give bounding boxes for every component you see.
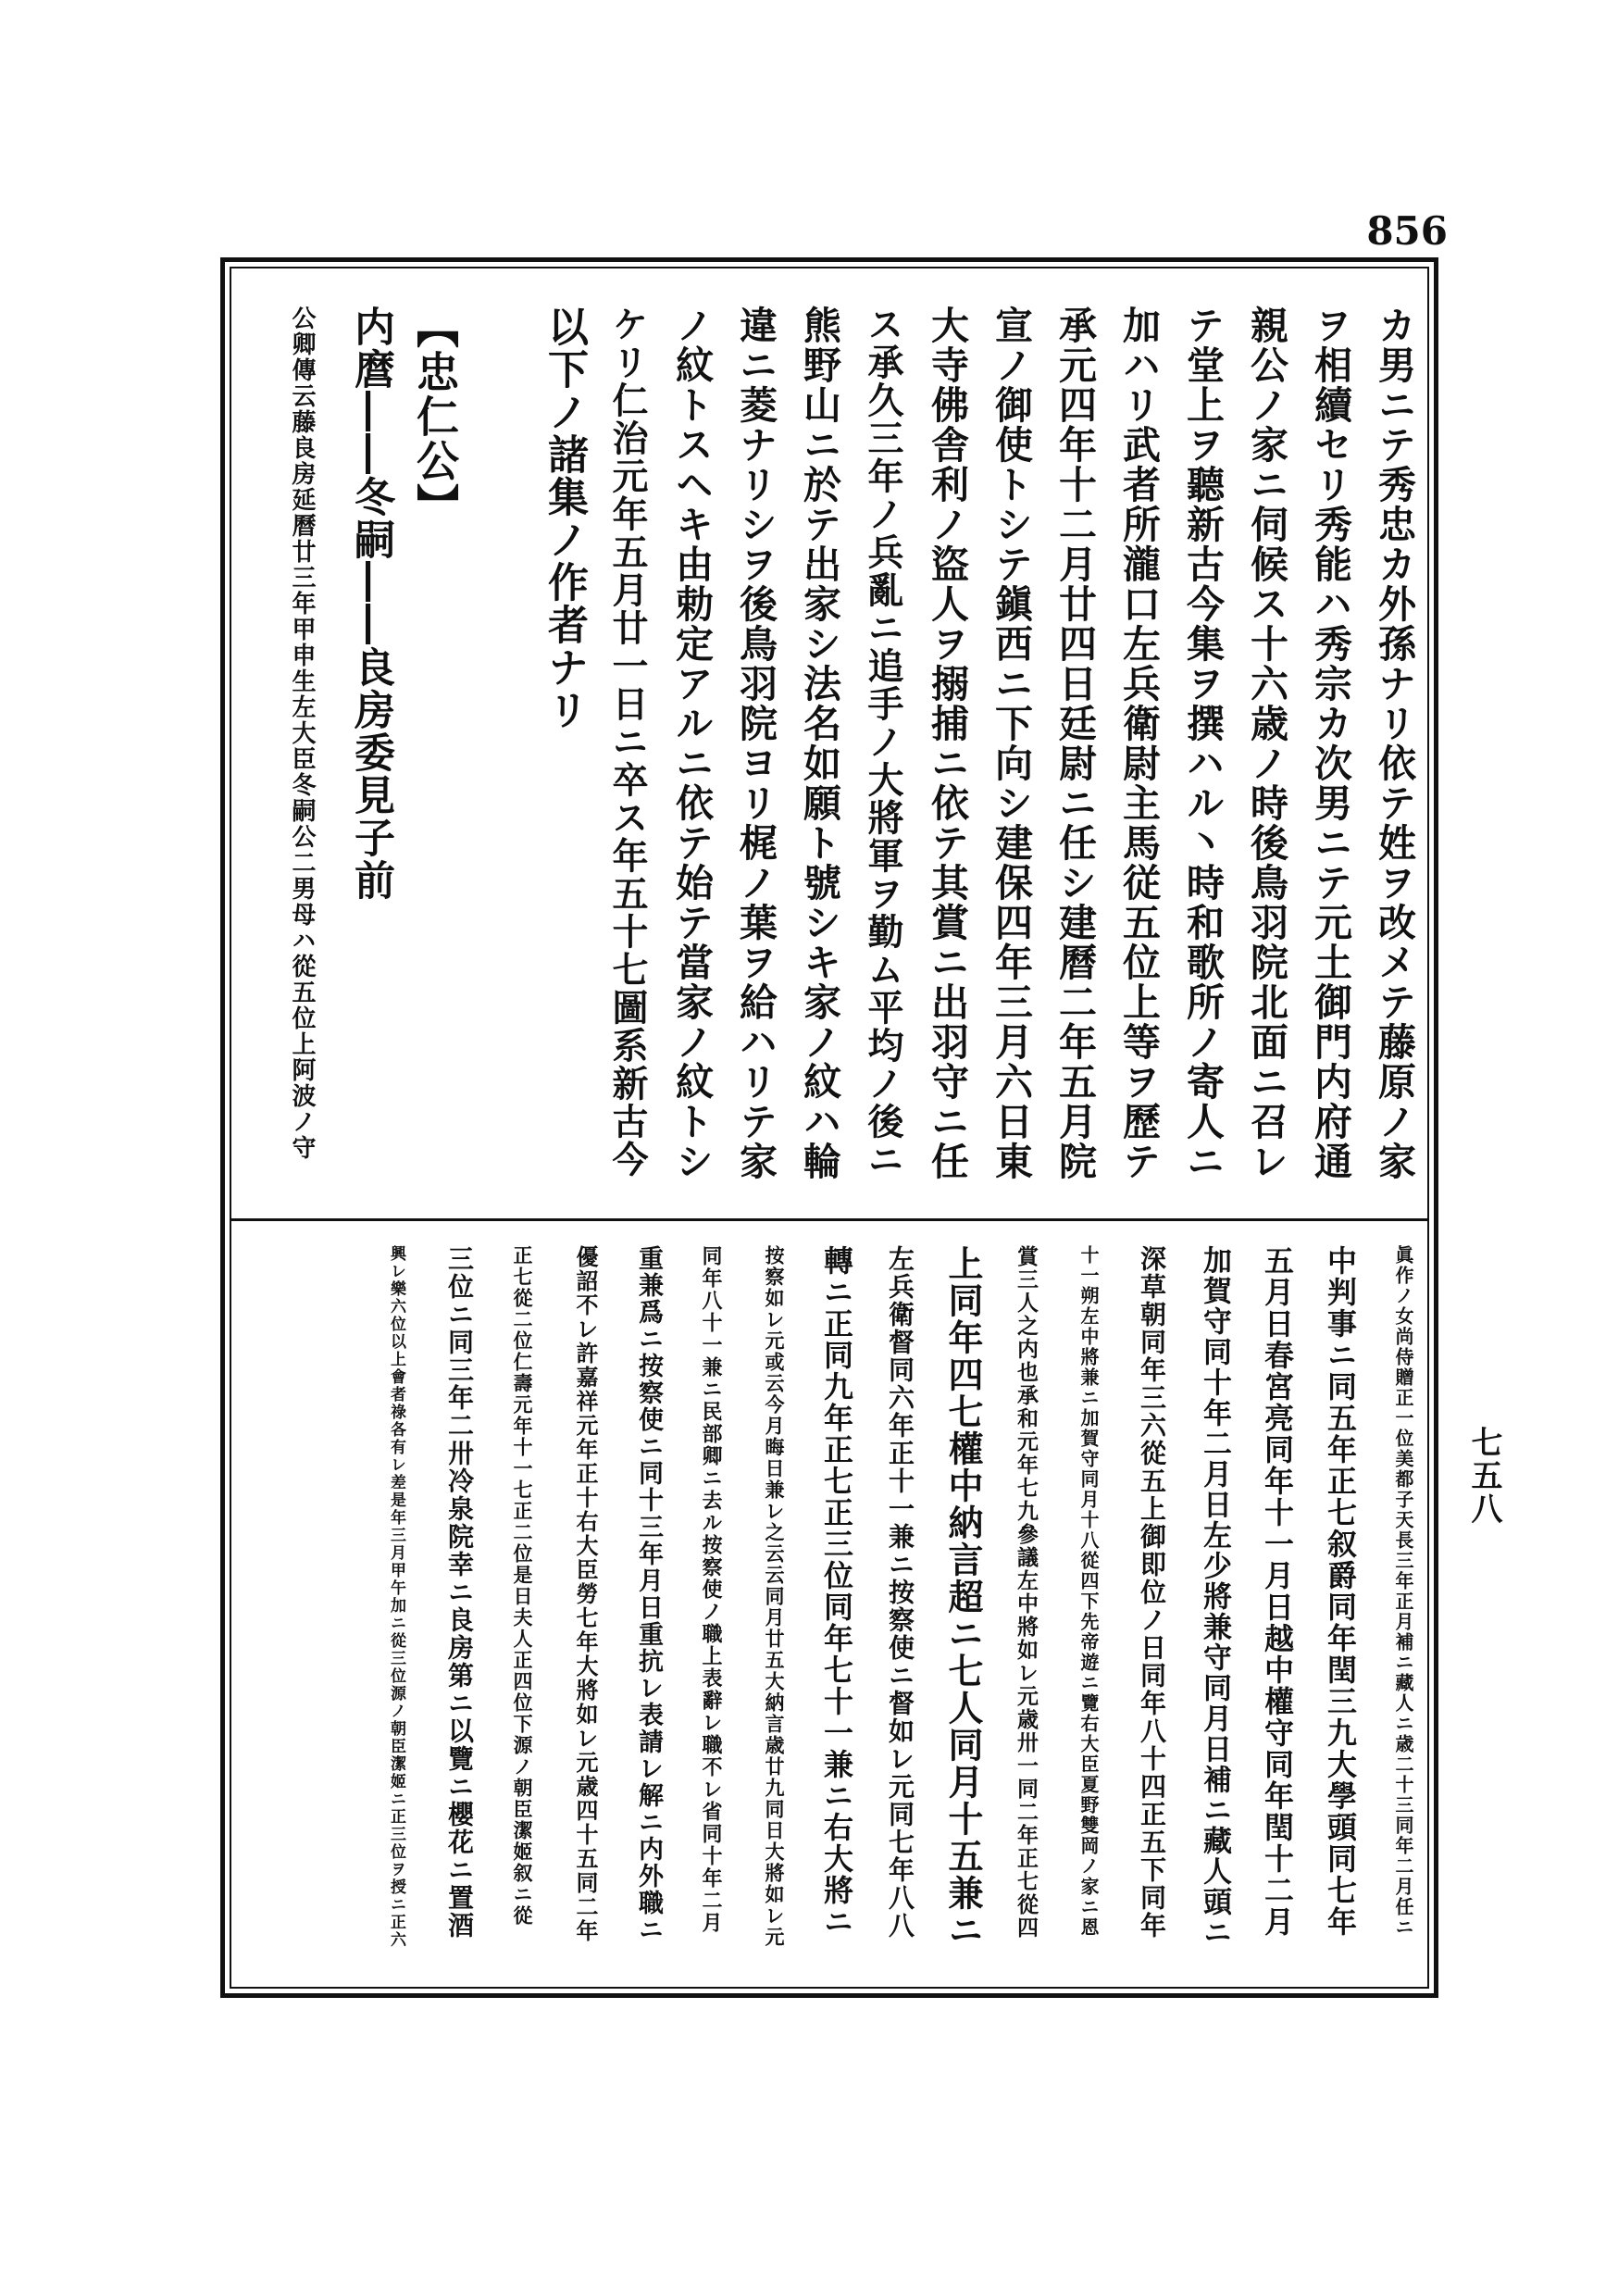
margin-page-number: 七五八 [1465,1426,1502,1526]
upper-line-2: ヲ相續セリ秀能ハ秀宗カ次男ニテ元土御門内府通 [1308,306,1352,1181]
section-heading: 【忠仁公】 [410,306,460,528]
upper-line-14: 以下ノ諸集ノ作者ナリ [541,306,588,731]
upper-line-8: 大寺佛舎利ノ盜人ヲ搦捕ニ依テ其賞ニ出羽守ニ任 [925,306,969,1181]
lower-line-10: 轉ニ正同九年正七正三位同年七十一兼ニ右大將ニ [819,1245,854,1938]
lower-line-4: 加賀守同十年二月日左少將兼守同月日補ニ藏人頭ニ [1198,1245,1231,1948]
page-number: 856 [1366,208,1448,254]
genealogy-line: 内麿――冬嗣――良房委見子前 [347,306,394,902]
upper-line-12: ノ紋トスヘキ由勅定アルニ依テ始テ當家ノ紋トシ [669,306,714,1181]
lower-line-17: 興レ樂六位以上會者祿各有レ差是年三月甲午加ニ從三位源ノ朝臣潔姬ニ正三位ヲ授ニ正六 [387,1245,405,1949]
lower-line-6: 十一朔左中將兼ニ加賀守同月十八從四下先帝遊ニ覽右大臣夏野雙岡ノ家ニ恩 [1077,1245,1100,1938]
lower-line-14: 優詔不レ許嘉祥元年正十右大臣勞七年大將如レ元歳四十五同二年 [572,1245,599,1943]
entry-line: 公卿傳云藤良房延曆廿三年甲申生左大臣冬嗣公二男母ハ從五位上阿波ノ守 [288,306,316,1161]
lower-line-7: 賞三人之内也承和元年七九參議左中將如レ元歳卅一同二年正七從四 [1014,1245,1039,1940]
lower-line-1: 眞作ノ女尚侍贈正一位美都子天長三年正月補ニ藏人ニ歳二十三同年二月任ニ [1392,1245,1414,1938]
section-divider [230,1218,1429,1221]
upper-line-1: カ男ニテ秀忠カ外孫ナリ依テ姓ヲ改メテ藤原ノ家 [1372,306,1416,1181]
upper-line-11: 違ニ菱ナリシヲ後鳥羽院ヨリ梶ノ葉ヲ給ハリテ家 [733,306,778,1181]
upper-line-13: ケリ仁治元年五月廿一日ニ卒ス年五十七圖系新古今 [606,306,649,1179]
upper-line-6: 承元四年十二月廿四日廷尉ニ任シ建曆二年五月院 [1052,306,1097,1181]
lower-line-16: 三位ニ同三年二卅冷泉院幸ニ良房第ニ以覽ニ櫻花ニ置酒 [444,1245,475,1940]
upper-line-9: ス承久三年ノ兵亂ニ追手ノ大將軍ヲ勤ム平均ノ後ニ [862,306,904,1179]
upper-line-7: 宣ノ御使トシテ鎭西ニ下向シ建保四年三月六日東 [989,306,1033,1181]
upper-line-4: テ堂上ヲ聽新古今集ヲ撰ハル丶時和歌所ノ寄人ニ [1180,306,1225,1181]
lower-line-12: 同年八十一兼ニ民部卿ニ去ル按察使ノ職上表辭レ職不レ省同十年二月 [699,1245,723,1934]
lower-line-9: 左兵衛督同六年正十一兼ニ按察使ニ督如レ元同七年八八 [885,1245,915,1940]
lower-line-15: 正七從二位仁壽元年十一七正二位是日夫人正四位下源ノ朝臣潔姬叙ニ從 [511,1245,534,1927]
lower-line-11: 按察如レ元或云今月晦日兼レ之云云同月廿五大納言歳廿九同日大將如レ元 [763,1245,786,1948]
lower-line-5: 深草朝同年三六從五上御即位ノ日同年八十四正五下同年 [1137,1245,1167,1940]
upper-line-10: 熊野山ニ於テ出家シ法名如願ト號シキ家ノ紋ハ輪 [797,306,841,1181]
lower-line-8: 上同年四七權中納言超ニ七人同月十五兼ニ [942,1245,984,1949]
upper-line-5: 加ハリ武者所瀧口左兵衛尉主馬従五位上等ヲ歷テ [1116,306,1161,1181]
lower-line-3: 五月日春宮亮同年十一月日越中權守同年閏十二月 [1260,1245,1295,1938]
lower-line-13: 重兼爲ニ按察使ニ同十三年月日重抗レ表請レ解ニ内外職ニ [634,1245,663,1943]
lower-line-2: 中判事ニ同五年正七叙爵同年閏三九大學頭同七年 [1323,1245,1358,1938]
upper-line-3: 親公ノ家ニ伺候ス十六歳ノ時後鳥羽院北面ニ召レ [1244,306,1288,1181]
